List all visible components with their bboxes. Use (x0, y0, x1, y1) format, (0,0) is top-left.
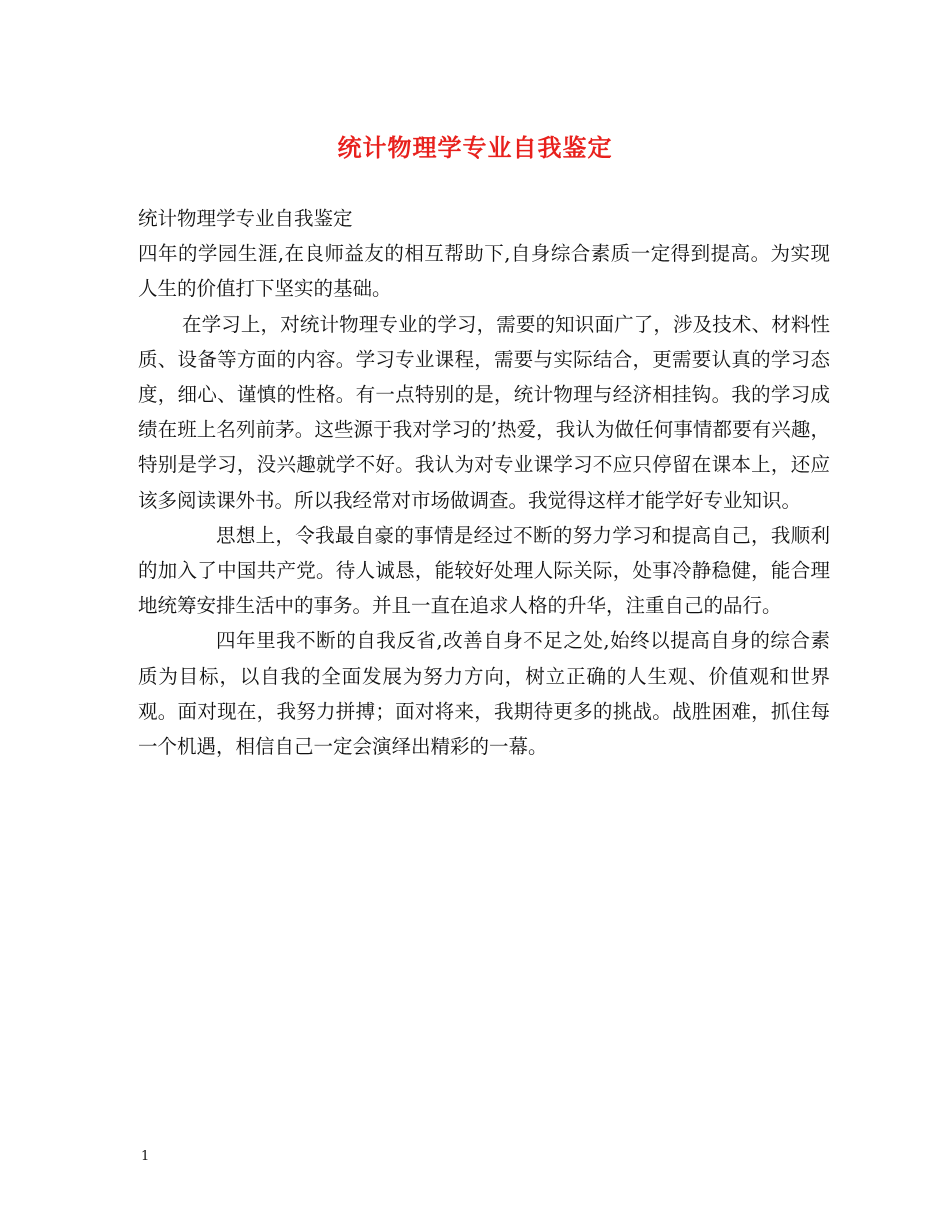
paragraph-thought: 思想上，令我最自豪的事情是经过不断的努力学习和提高自己，我顺利的加入了中国共产党。待人诚恳，能较好处理人际关际，处事冷静稳健，能合理地统筹安排生活中的事务。并且一直在追求人格的升华，注重自己的品行。 (138, 523, 830, 618)
document-title: 统计物理学专业自我鉴定 (337, 133, 613, 162)
page-number: 1 (141, 1149, 150, 1164)
paragraph-reflection: 四年里我不断的自我反省,改善自身不足之处,始终以提高自身的综合素质为目标，以自我的全面发展为努力方向，树立正确的人生观、价值观和世界观。面对现在，我努力拼搏；面对将来，我期待更多的挑战。战胜困难，抓住每一个机遇，相信自己一定会演绎出精彩的一幕。 (138, 629, 830, 759)
paragraph-study: 在学习上，对统计物理专业的学习，需要的知识面广了，涉及技术、材料性质、设备等方面的内容。学习专业课程，需要与实际结合，更需要认真的学习态度，细心、谨慎的性格。有一点特别的是，统计物理与经济相挂钩。我的学习成绩在班上名列前茅。这些源于我对学习的’热爱，我认为做任何事情都要有兴趣，特别是学习，没兴趣就学不好。我认为对专业课学习不应只停留在课本上，还应该多阅读课外书。所以我经常对市场做调查。我觉得这样才能学好专业知识。 (138, 312, 830, 512)
paragraph-intro: 四年的学园生涯,在良师益友的相互帮助下,自身综合素质一定得到提高。为实现人生的价值打下坚实的基础。 (138, 242, 830, 301)
body-subtitle: 统计物理学专业自我鉴定 (138, 207, 353, 230)
document-body (138, 201, 830, 764)
